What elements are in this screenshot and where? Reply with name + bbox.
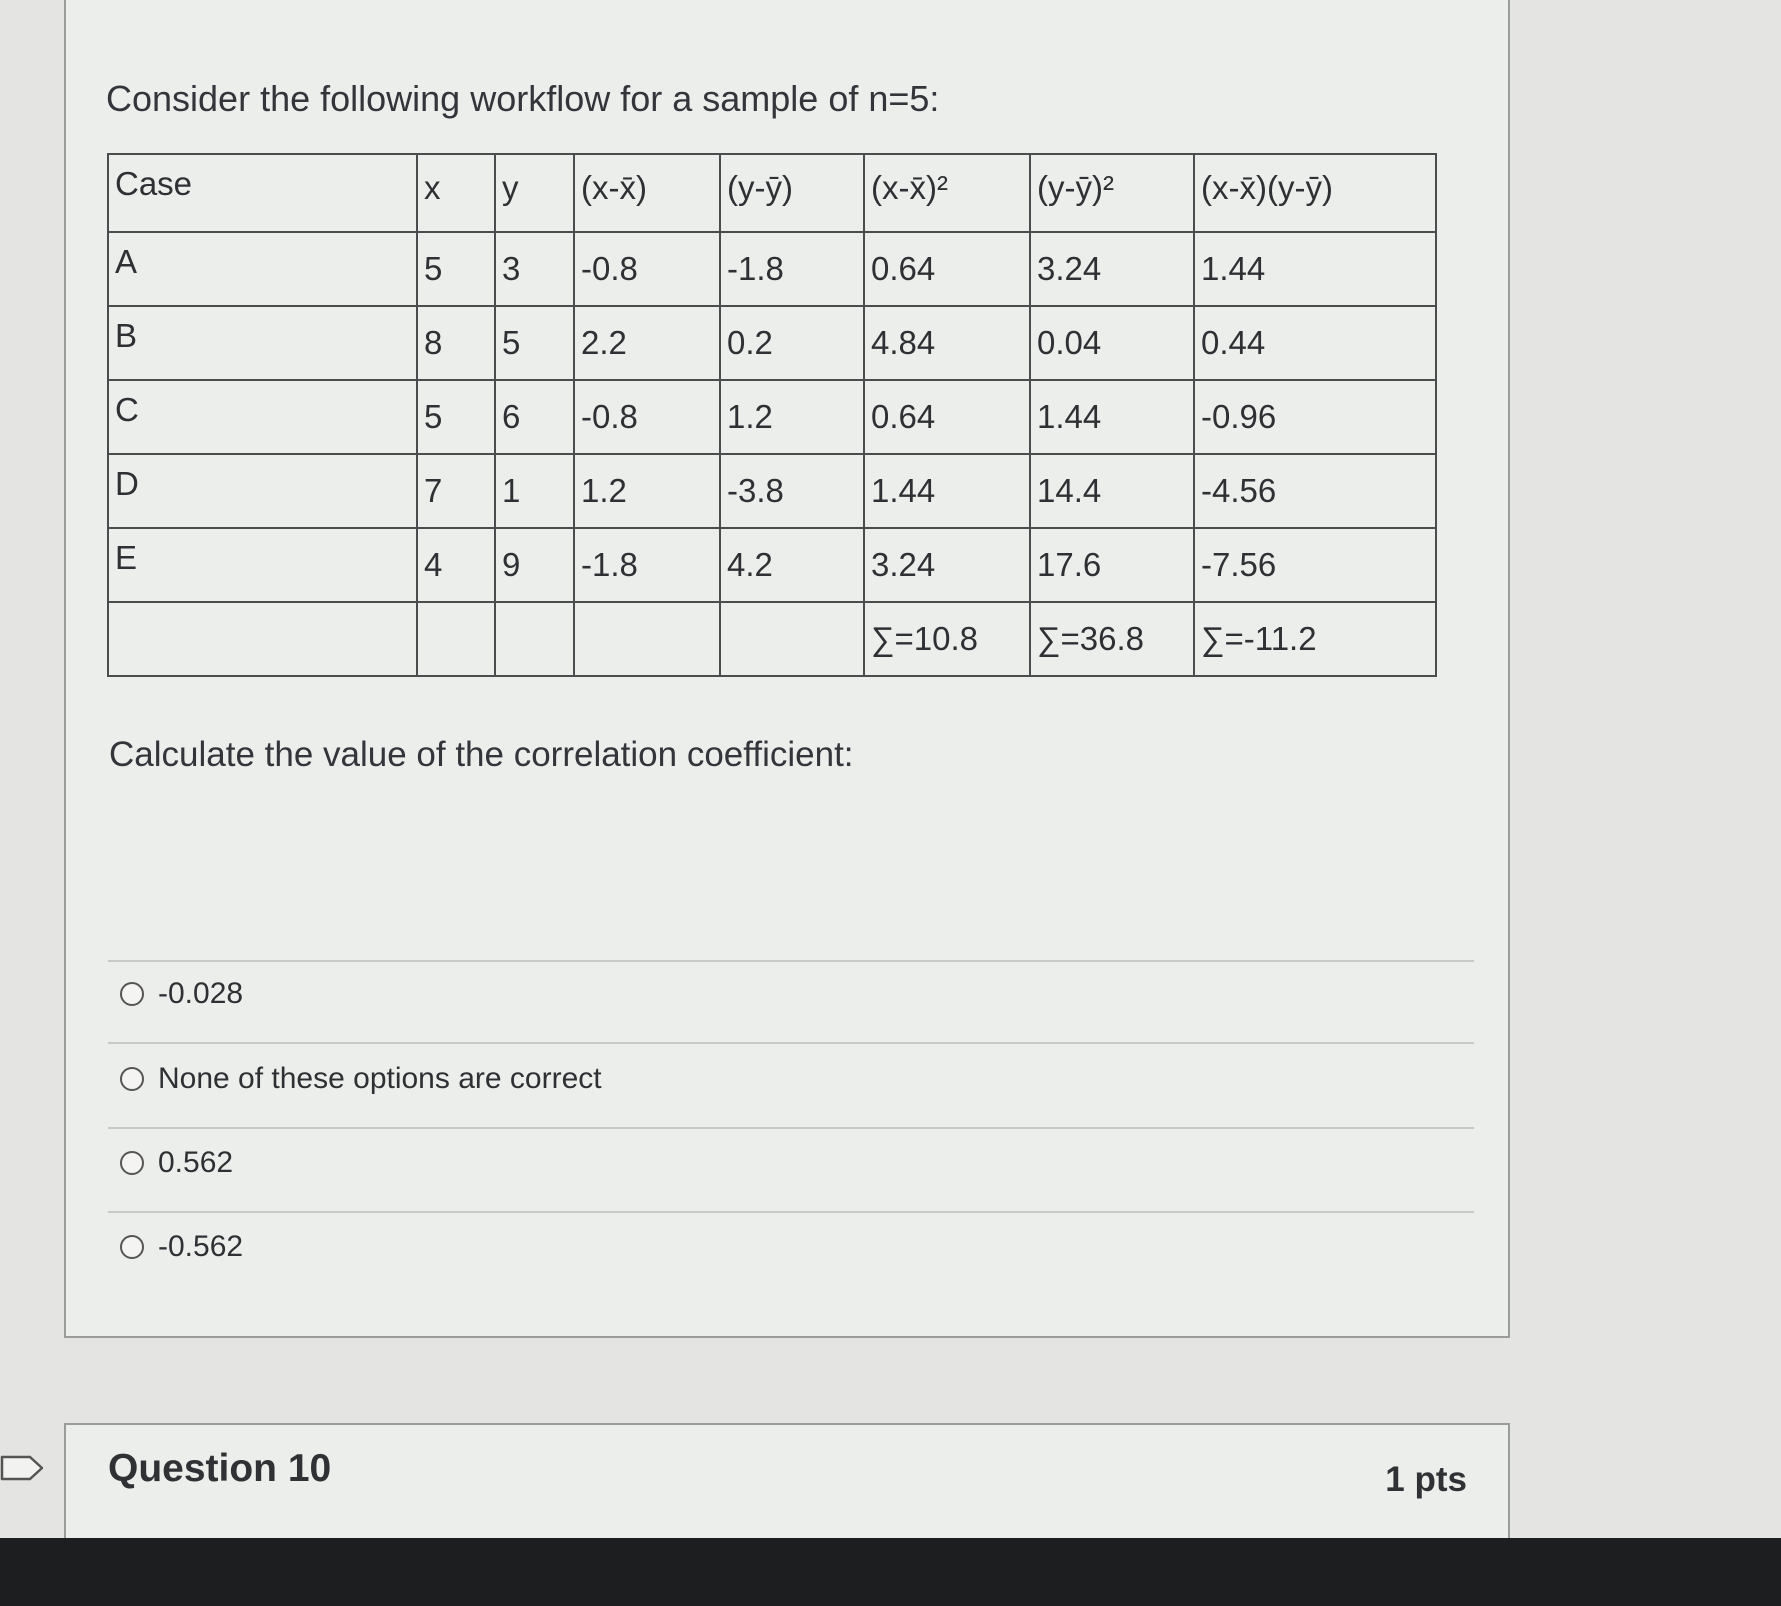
workflow-table (107, 153, 1437, 677)
total-x-dev-sq: ∑=10.8 (864, 602, 1030, 676)
radio-icon[interactable] (120, 1235, 144, 1259)
cell-xy-product: 1.44 (1194, 232, 1436, 306)
cell-y-dev-sq: 14.4 (1030, 454, 1194, 528)
header-y: y (495, 154, 574, 232)
cell-y: 1 (495, 454, 574, 528)
radio-icon[interactable] (120, 1151, 144, 1175)
cell-x: 5 (417, 380, 495, 454)
divider (108, 1127, 1474, 1129)
radio-icon[interactable] (120, 1067, 144, 1091)
option-4[interactable] (120, 1227, 243, 1267)
bottom-bar (0, 1538, 1781, 1606)
total-empty (417, 602, 495, 676)
option-3[interactable] (120, 1143, 233, 1183)
cell-y-dev-sq: 1.44 (1030, 380, 1194, 454)
cell-y: 9 (495, 528, 574, 602)
cell-x-dev: 2.2 (574, 306, 720, 380)
option-label: None of these options are correct (158, 1062, 602, 1095)
divider (108, 1211, 1474, 1213)
cell-x-dev-sq: 0.64 (864, 380, 1030, 454)
total-empty (574, 602, 720, 676)
cell-y-dev: 1.2 (720, 380, 864, 454)
cell-x-dev: -0.8 (574, 232, 720, 306)
total-xy-product: ∑=-11.2 (1194, 602, 1436, 676)
cell-case: D (108, 454, 417, 528)
table-row (108, 232, 1436, 306)
cell-y: 5 (495, 306, 574, 380)
table-row (108, 528, 1436, 602)
table-row (108, 380, 1436, 454)
option-label: 0.562 (158, 1146, 234, 1179)
question-intro: Consider the following workflow for a sample of n=5: (106, 78, 940, 119)
total-empty (108, 602, 417, 676)
cell-x-dev: -1.8 (574, 528, 720, 602)
header-y-dev: (y-ȳ) (720, 154, 864, 232)
cell-y-dev: 0.2 (720, 306, 864, 380)
cell-x-dev-sq: 4.84 (864, 306, 1030, 380)
cell-x-dev-sq: 0.64 (864, 232, 1030, 306)
option-2[interactable] (120, 1059, 602, 1099)
bookmark-flag-icon[interactable] (0, 1455, 44, 1481)
next-question-points: 1 pts (1385, 1460, 1467, 1499)
option-label: -0.028 (158, 977, 244, 1010)
cell-xy-product: -4.56 (1194, 454, 1436, 528)
cell-x: 8 (417, 306, 495, 380)
table-row (108, 454, 1436, 528)
cell-xy-product: -0.96 (1194, 380, 1436, 454)
cell-y-dev: -1.8 (720, 232, 864, 306)
radio-icon[interactable] (120, 982, 144, 1006)
option-label: -0.562 (158, 1230, 244, 1263)
cell-x: 5 (417, 232, 495, 306)
cell-y-dev: 4.2 (720, 528, 864, 602)
question-prompt: Calculate the value of the correlation coefficient: (109, 735, 854, 774)
table-row (108, 306, 1436, 380)
cell-case: B (108, 306, 417, 380)
cell-x: 7 (417, 454, 495, 528)
next-question-title: Question 10 (108, 1447, 332, 1490)
cell-case: E (108, 528, 417, 602)
cell-y-dev-sq: 3.24 (1030, 232, 1194, 306)
option-1[interactable] (120, 974, 243, 1014)
header-x-dev-sq: (x-x̄)² (864, 154, 1030, 232)
cell-x-dev-sq: 3.24 (864, 528, 1030, 602)
header-case: Case (108, 154, 417, 232)
total-y-dev-sq: ∑=36.8 (1030, 602, 1194, 676)
divider (108, 960, 1474, 962)
cell-case: A (108, 232, 417, 306)
header-y-dev-sq: (y-ȳ)² (1030, 154, 1194, 232)
header-x-dev: (x-x̄) (574, 154, 720, 232)
cell-xy-product: -7.56 (1194, 528, 1436, 602)
cell-x-dev-sq: 1.44 (864, 454, 1030, 528)
cell-case: C (108, 380, 417, 454)
header-x: x (417, 154, 495, 232)
cell-y-dev-sq: 17.6 (1030, 528, 1194, 602)
table-header-row (108, 154, 1436, 232)
total-empty (495, 602, 574, 676)
cell-x-dev: 1.2 (574, 454, 720, 528)
cell-y: 6 (495, 380, 574, 454)
cell-x-dev: -0.8 (574, 380, 720, 454)
cell-y-dev-sq: 0.04 (1030, 306, 1194, 380)
divider (108, 1042, 1474, 1044)
cell-x: 4 (417, 528, 495, 602)
cell-y: 3 (495, 232, 574, 306)
cell-xy-product: 0.44 (1194, 306, 1436, 380)
total-empty (720, 602, 864, 676)
cell-y-dev: -3.8 (720, 454, 864, 528)
table-totals-row (108, 602, 1436, 676)
header-xy-product: (x-x̄)(y-ȳ) (1194, 154, 1436, 232)
